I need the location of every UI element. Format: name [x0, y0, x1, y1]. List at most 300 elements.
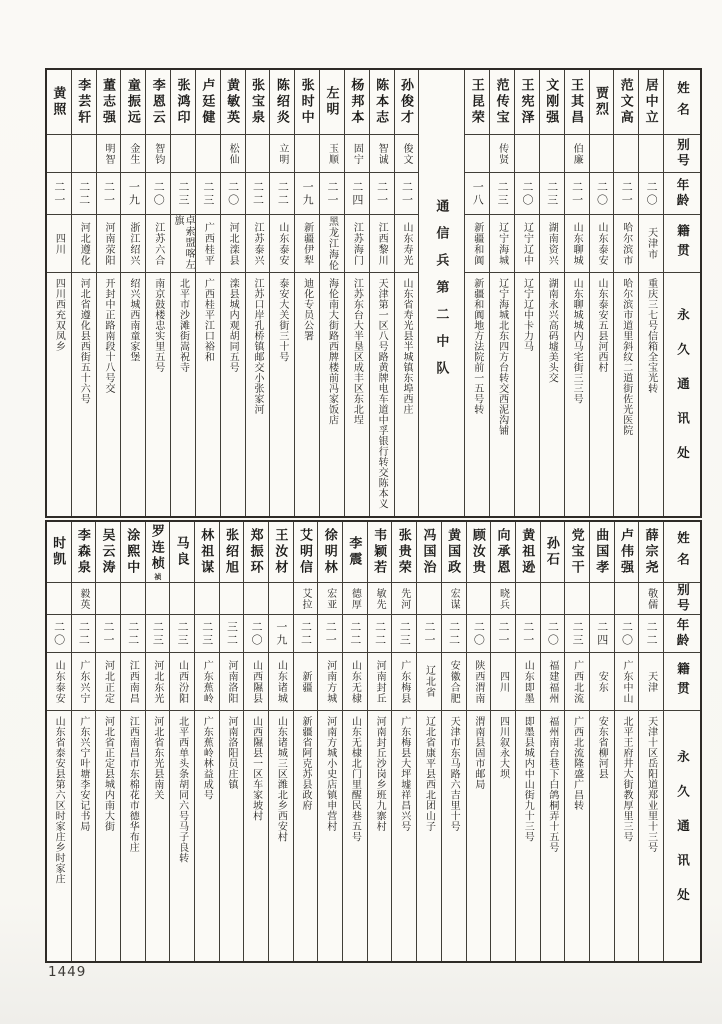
person-alias: 晓兵: [491, 582, 515, 614]
name-annotation: 祯: [153, 573, 162, 580]
person-address: 哈尔滨市道里斜纹二道街佐光医院: [614, 272, 638, 516]
header-age-label: 年龄: [664, 614, 700, 652]
person-address: 渭南县固市邮局: [467, 710, 491, 961]
person-address: 山东诸城三区潍北乡西安村: [269, 710, 293, 961]
person-alias: 固宁: [345, 134, 369, 172]
person-native-place: 广西北流: [565, 652, 589, 710]
person-age: 一八: [465, 172, 489, 214]
person-age: 二一: [370, 172, 394, 214]
person-alias: [171, 134, 195, 172]
person-column: [613, 70, 638, 516]
person-name: 党宝干: [569, 528, 585, 576]
person-address: 四川叙永大坝: [491, 710, 515, 961]
person-native-place: 福建福州: [541, 652, 565, 710]
person-alias: [639, 134, 663, 172]
person-name: 贾烈: [593, 86, 609, 118]
person-alias: [244, 582, 268, 614]
person-alias: [47, 582, 71, 614]
person-name: 向承恩: [495, 528, 511, 576]
person-alias: 俊文: [395, 134, 419, 172]
person-column: [95, 522, 120, 961]
person-alias: 金生: [121, 134, 145, 172]
person-alias: [465, 134, 489, 172]
person-age: 二二: [246, 172, 270, 214]
person-name: 孙石: [544, 536, 560, 568]
person-alias: 松仙: [221, 134, 245, 172]
person-column: [515, 522, 540, 961]
person-native-place: 山东即墨: [516, 652, 540, 710]
person-name: 顾汝贵: [470, 528, 486, 576]
person-native-place: 辽北省: [417, 652, 441, 710]
person-native-place: 河北遵化: [72, 214, 96, 272]
person-alias: 传贤: [490, 134, 514, 172]
person-alias: [195, 582, 219, 614]
person-native-place: 哈尔滨市: [614, 214, 638, 272]
person-column: [614, 522, 639, 961]
person-native-place: 广东蕉岭: [195, 652, 219, 710]
person-age: 二一: [318, 614, 342, 652]
person-age: 二一: [491, 614, 515, 652]
person-native-place: 河北东光: [146, 652, 170, 710]
person-column: [145, 522, 170, 961]
person-age: 二三: [196, 172, 220, 214]
person-name: 薛宗尧: [643, 528, 659, 576]
person-age: 二〇: [221, 172, 245, 214]
person-age: 二一: [565, 172, 589, 214]
person-column: [416, 522, 441, 961]
person-column: [342, 522, 367, 961]
person-age: 二三: [171, 172, 195, 214]
person-address: 河北省遵化县西街五十六号: [72, 272, 96, 516]
person-native-place: 河北滦县: [221, 214, 245, 272]
person-alias: [269, 582, 293, 614]
person-alias: [121, 582, 145, 614]
person-name: 张宝泉: [250, 78, 265, 126]
person-name: 杨邦本: [349, 78, 365, 126]
person-column: [120, 70, 145, 516]
person-age: 二〇: [515, 172, 539, 214]
person-age: 二〇: [244, 614, 268, 652]
person-column: [564, 70, 589, 516]
person-native-place: 辽宁辽中: [515, 214, 539, 272]
person-native-place: 卓索盟喀左旗: [172, 215, 195, 270]
person-address: 天津十区岳阳道郑业里十三号: [639, 710, 663, 961]
person-alias: [614, 134, 638, 172]
person-native-place: 广西桂平: [196, 214, 220, 272]
person-alias: [170, 582, 194, 614]
person-name: 时凯: [51, 536, 67, 568]
person-age: 二二: [72, 172, 96, 214]
person-address: 湖南永兴高码墟美头交: [540, 272, 564, 516]
person-column: [268, 522, 293, 961]
person-native-place: 四川: [491, 652, 515, 710]
person-address: 重庆三七号信箱全宝光转: [639, 272, 663, 516]
person-name: 黄祖逊: [520, 528, 536, 576]
person-alias: [565, 582, 589, 614]
person-name: 罗连桢 祯: [149, 524, 165, 580]
person-name: 李森泉: [75, 528, 91, 576]
person-alias: [246, 134, 270, 172]
header-name-label: 姓名: [675, 80, 690, 124]
person-age: 二四: [345, 172, 369, 214]
person-native-place: 广东中山: [615, 652, 639, 710]
person-alias: [540, 134, 564, 172]
person-age: 二一: [97, 172, 121, 214]
person-address: 新疆省阿克苏县政府: [294, 710, 318, 961]
person-name: 李芸轩: [76, 78, 92, 126]
person-age: 二三: [565, 614, 589, 652]
person-name: 王昆荣: [469, 78, 485, 126]
person-address: 河南封丘沙岗乡班九寨村: [368, 710, 392, 961]
person-address: 山西隰县一区车家坡村: [244, 710, 268, 961]
person-address: 河南方城小史店镇申营村: [318, 710, 342, 961]
person-column: [514, 70, 539, 516]
person-address: 山东无棣北门里醒民巷五号: [343, 710, 367, 961]
person-name: 黄照: [51, 86, 67, 118]
person-column: [489, 70, 514, 516]
person-alias: [96, 582, 120, 614]
section-title: 通信兵第二中队: [434, 198, 450, 388]
person-alias: [615, 582, 639, 614]
person-address: 江苏东台大半垦区成丰区东北埕: [345, 272, 369, 516]
person-name: 董志强: [101, 78, 117, 126]
roster-table-bottom: [45, 520, 702, 963]
person-column: [317, 522, 342, 961]
person-address: 滦县城内观胡同五号: [221, 272, 245, 516]
person-address: 福州南台巷下白鸽桐弄十五号: [541, 710, 565, 961]
person-name: 卢伟强: [618, 528, 634, 576]
person-column: [243, 522, 268, 961]
person-native-place: 四川: [47, 214, 71, 272]
person-age: 二二: [270, 172, 294, 214]
person-column: [219, 522, 244, 961]
person-column: [539, 70, 564, 516]
person-address: 北平西单头条胡同六号马子良转: [170, 710, 194, 961]
person-age: 二〇: [639, 172, 663, 214]
person-native-place: 新疆: [294, 652, 318, 710]
person-address: 开封中正路南段十八号交: [97, 272, 121, 516]
person-age: 二二: [121, 614, 145, 652]
person-column: [564, 522, 589, 961]
person-alias: [515, 134, 539, 172]
person-name: 李恩云: [150, 78, 166, 126]
person-column: [194, 522, 219, 961]
person-address: 新疆和阗地方法院前一五号转: [465, 272, 489, 516]
person-age: 二一: [614, 172, 638, 214]
person-age: 一九: [121, 172, 145, 214]
person-age: 二四: [590, 614, 614, 652]
person-alias: 立明: [270, 134, 294, 172]
person-column: [71, 70, 96, 516]
person-native-place: 陕西渭南: [467, 652, 491, 710]
person-age: 二一: [516, 614, 540, 652]
person-age: 二三: [146, 614, 170, 652]
person-column: [47, 522, 71, 961]
person-native-place: 山东聊城: [565, 214, 589, 272]
person-native-place: 河南封丘: [368, 652, 392, 710]
person-name: 韦颖若: [372, 528, 388, 576]
person-native-place: 天津: [639, 652, 663, 710]
person-native-place: 新疆伊犁: [295, 214, 319, 272]
person-alias: 德厚: [343, 582, 367, 614]
person-native-place: 安徽合肥: [442, 652, 466, 710]
person-age: 二二: [294, 614, 318, 652]
person-age: 二〇: [146, 172, 170, 214]
person-age: 一九: [295, 172, 319, 214]
person-column: [589, 70, 614, 516]
person-address: 海伦南大街路西牌楼前冯家饭店: [320, 272, 344, 516]
person-alias: 智钧: [146, 134, 170, 172]
person-alias: 敬儒: [639, 582, 663, 614]
person-name: 王汝材: [273, 528, 289, 576]
person-name: 黄国政: [446, 528, 462, 576]
person-alias: [417, 582, 441, 614]
header-name-label: 姓名: [675, 530, 690, 574]
person-native-place: 广东兴宁: [72, 652, 96, 710]
person-name: 涂熙中: [125, 528, 141, 576]
person-column: [391, 522, 416, 961]
person-alias: 智诚: [370, 134, 394, 172]
person-name: 吴云涛: [100, 528, 116, 576]
person-column: [195, 70, 220, 516]
person-native-place: 湖南资兴: [540, 214, 564, 272]
person-address: 江苏口岸孔桥镇邮交小张家河: [246, 272, 270, 516]
person-age: 二一: [395, 172, 419, 214]
person-native-place: 河南荥阳: [97, 214, 121, 272]
person-age: 二一: [417, 614, 441, 652]
person-alias: [220, 582, 244, 614]
person-alias: [72, 134, 96, 172]
person-alias: 敏先: [368, 582, 392, 614]
person-address: 辽北省康平县西北团山子: [417, 710, 441, 961]
person-alias: [590, 582, 614, 614]
person-address: 河北省东光县南关: [146, 710, 170, 961]
person-column: [47, 70, 71, 516]
person-name: 李震: [347, 536, 363, 568]
person-native-place: 山西隰县: [244, 652, 268, 710]
person-age: 二一: [96, 614, 120, 652]
person-name: 林祖谋: [199, 528, 215, 576]
person-native-place: 辽宁海城: [490, 214, 514, 272]
person-alias: 明智: [97, 134, 121, 172]
person-name: 范文高: [618, 78, 634, 126]
person-address: 即墨县城内中山街九十三号: [516, 710, 540, 961]
person-address: 南京鼓楼忠实里五号: [146, 272, 170, 516]
person-alias: 先河: [392, 582, 416, 614]
person-alias: [516, 582, 540, 614]
header-address-label: 永久通讯处: [664, 272, 700, 516]
person-column: [71, 522, 96, 961]
person-column: [466, 522, 491, 961]
person-name: 居中立: [643, 78, 659, 126]
person-address: 绍兴城西南童家堡: [121, 272, 145, 516]
person-column: [170, 70, 195, 516]
roster-table-top: [45, 68, 702, 518]
person-alias: 伯廉: [565, 134, 589, 172]
person-name: 范传宝: [494, 78, 510, 126]
person-alias: [467, 582, 491, 614]
person-name: 郑振环: [248, 528, 264, 576]
person-address: 江西南昌市东棉花市德华布庄: [121, 710, 145, 961]
person-alias: [146, 582, 170, 614]
person-column: [589, 522, 614, 961]
person-address: 迪化专员公署: [295, 272, 319, 516]
person-column: [638, 70, 663, 516]
person-column: [394, 70, 419, 516]
person-native-place: 广东梅县: [392, 652, 416, 710]
person-name: 张时中: [299, 78, 315, 126]
person-age: 一九: [269, 614, 293, 652]
person-address: 辽宁辽中卡力马: [515, 272, 539, 516]
person-native-place: 江苏六合: [146, 214, 170, 272]
person-native-place: 河北正定: [96, 652, 120, 710]
person-address: 四川西充双凤乡: [47, 272, 71, 516]
header-alias-label: 别号: [664, 582, 700, 614]
person-native-place: 天津市: [639, 214, 663, 272]
person-address: 广东蕉岭林益成号: [195, 710, 219, 961]
person-native-place: 安东: [590, 652, 614, 710]
person-native-place: 山东泰安: [47, 652, 71, 710]
person-alias: [47, 134, 71, 172]
person-age: 二二: [343, 614, 367, 652]
person-address: 安东省柳河县: [590, 710, 614, 961]
person-native-place: 山东泰安: [590, 214, 614, 272]
header-native-label: 籍贯: [664, 214, 700, 272]
person-column: [169, 522, 194, 961]
person-column: [638, 522, 663, 961]
person-alias: 艾拉: [294, 582, 318, 614]
person-native-place: 江西南昌: [121, 652, 145, 710]
person-address: 广西北流隆盛广昌转: [565, 710, 589, 961]
person-name: 卢廷健: [200, 78, 216, 126]
person-column: [269, 70, 294, 516]
person-address: 河南洛阳员庄镇: [220, 710, 244, 961]
person-age: 二一: [47, 172, 71, 214]
person-native-place: 江苏泰兴: [246, 214, 270, 272]
person-address: 山东泰安五县河西村: [590, 272, 614, 516]
header-alias-label: 别号: [664, 134, 700, 172]
section-divider-column: [418, 70, 464, 516]
person-alias: [295, 134, 319, 172]
person-age: 二〇: [467, 614, 491, 652]
person-native-place: 新疆和阗: [465, 214, 489, 272]
person-age: 三二: [220, 614, 244, 652]
person-column: [441, 522, 466, 961]
person-column: [319, 70, 344, 516]
person-name: 冯国治: [421, 528, 437, 576]
person-age: 二〇: [541, 614, 565, 652]
person-address: 山东省泰安县第六区时家庄乡时家庄: [47, 710, 71, 961]
person-address: 辽宁海城北东四方台转交西泥沟铺: [490, 272, 514, 516]
person-column: [120, 522, 145, 961]
person-age: 二〇: [615, 614, 639, 652]
person-age: 二三: [540, 172, 564, 214]
person-age: 二二: [72, 614, 96, 652]
person-name: 张鸿印: [175, 78, 191, 126]
person-name: 陈本志: [374, 78, 390, 126]
person-age: 二〇: [590, 172, 614, 214]
table-header-column: [663, 70, 700, 516]
person-alias: 宏亚: [318, 582, 342, 614]
person-native-place: 浙江绍兴: [121, 214, 145, 272]
person-address: 河北省正定县城内南大街: [96, 710, 120, 961]
person-native-place: 河南洛阳: [220, 652, 244, 710]
page-number: 1449: [48, 964, 87, 980]
person-native-place: 江西黎川: [370, 214, 394, 272]
person-alias: 宏谋: [442, 582, 466, 614]
person-age: 二二: [639, 614, 663, 652]
person-name: 左明: [324, 86, 340, 118]
person-name: 艾明信: [298, 528, 314, 576]
person-name: 文刚强: [544, 78, 560, 126]
person-address: 山东省寿光县半城镇东埠西庄: [395, 272, 419, 516]
person-native-place: 山东无棣: [343, 652, 367, 710]
person-address: 广东梅县大坪墟祥昌兴号: [392, 710, 416, 961]
person-native-place: 河南方城: [318, 652, 342, 710]
header-native-label: 籍贯: [664, 652, 700, 710]
person-address: 天津市东马路六吉里十号: [442, 710, 466, 961]
person-column: [540, 522, 565, 961]
person-address: 泰安大关街三十号: [270, 272, 294, 516]
person-native-place: 江苏海门: [345, 214, 369, 272]
person-alias: 毅英: [72, 582, 96, 614]
person-age: 二二: [368, 614, 392, 652]
person-native-place: 黑龙江海伦: [320, 214, 344, 272]
person-age: 二三: [490, 172, 514, 214]
person-column: [367, 522, 392, 961]
person-age: 二三: [195, 614, 219, 652]
header-address-label: 永久通讯处: [664, 710, 700, 961]
person-name: 童振远: [125, 78, 141, 126]
person-column: [369, 70, 394, 516]
person-column: [344, 70, 369, 516]
person-column: [464, 70, 489, 516]
person-alias: [590, 134, 614, 172]
person-column: [245, 70, 270, 516]
person-alias: 玉顺: [320, 134, 344, 172]
person-native-place: 山东诸城: [269, 652, 293, 710]
header-age-label: 年龄: [664, 172, 700, 214]
person-age: 二三: [170, 614, 194, 652]
person-age: 二一: [320, 172, 344, 214]
person-column: [293, 522, 318, 961]
person-column: [490, 522, 515, 961]
person-address: 北平市沙滩街嵩祝寺: [171, 272, 195, 516]
person-name: 马良: [174, 536, 190, 568]
person-name: 曲国孝: [594, 528, 610, 576]
person-native-place: 山西汾阳: [170, 652, 194, 710]
person-name: 王宪泽: [519, 78, 535, 126]
person-address: 广西桂平江口裕和: [196, 272, 220, 516]
person-native-place: 山东泰安: [270, 214, 294, 272]
person-native-place: 山东寿光: [395, 214, 419, 272]
table-header-column: [663, 522, 700, 961]
person-column: [145, 70, 170, 516]
person-age: 二二: [442, 614, 466, 652]
person-column: [220, 70, 245, 516]
person-name: 孙俊才: [398, 78, 414, 126]
person-name: 张贵荣: [396, 528, 412, 576]
person-column: [96, 70, 121, 516]
person-name: 王其昌: [569, 78, 585, 126]
person-alias: [541, 582, 565, 614]
person-address: 北平王府井大街教厚里三号: [615, 710, 639, 961]
person-address: 天津第一区八号路黄牌电车道中孚银行转交陈本义: [370, 272, 394, 516]
person-age: 二三: [392, 614, 416, 652]
person-address: 广东兴宁叶塘李安记书局: [72, 710, 96, 961]
person-alias: [196, 134, 220, 172]
person-name: 黄敏英: [225, 78, 241, 126]
